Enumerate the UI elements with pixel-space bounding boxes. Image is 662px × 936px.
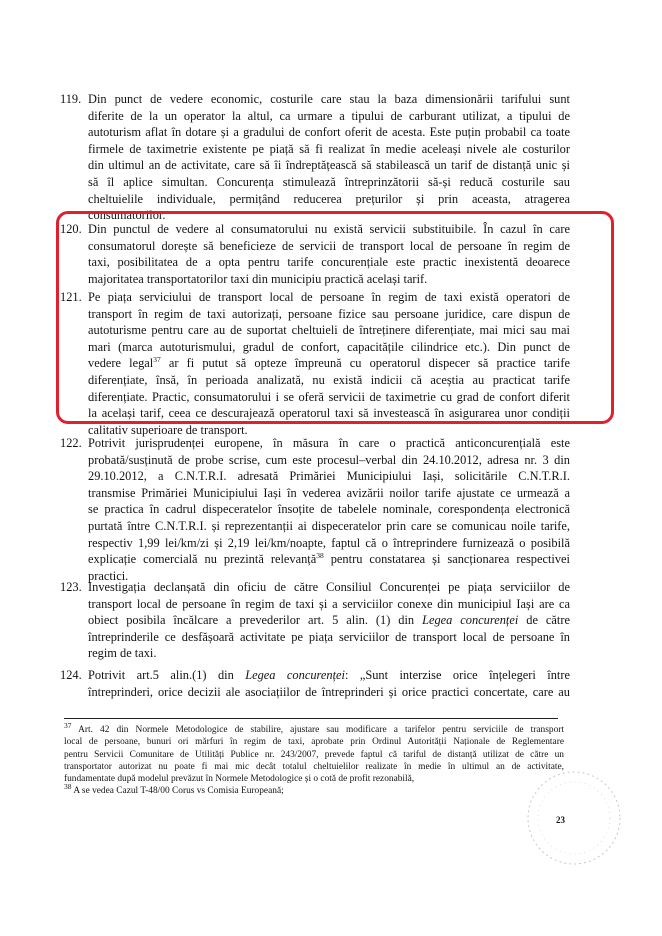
text-line: Investigația declanșată din oficiu de către Consiliul Concurenței pe piața serviciilor de [88,580,570,594]
text-line: consumatorul dorește să beneficieze de servicii de transport local de persoane în regim de [88,238,570,253]
text-line: purtată între C.N.T.R.I. și reprezentanții ai dispeceratelor prin care se comunicau noile tarife, [88,518,570,533]
paragraph-124 [60,667,570,700]
text-line: regim de taxi. [88,646,157,661]
text-line: firmele de taximetrie existente pe piață să fi realizat în medie aceleași nivele ale costurilor [88,141,570,156]
text-line: Potrivit jurisprudenței europene, în măsura în care o practică anticoncurențială este [88,436,570,450]
text-line: transport în regim de taxi autorizați, persoane fizice sau persoane juridice, care dispun de [88,306,570,321]
text-line: majoritatea transportatorilor taxi din municipiu practică același tarif. [88,271,428,286]
paragraph-number: 124. [60,668,82,682]
line-rest: : „Sunt interzise orice înțelegeri între [344,668,570,682]
text-line: transmise Primăriei Municipiului Iași în vederea avizării noilor tarife ajustate ce urmează a [88,485,570,500]
paragraph-119 [60,91,570,224]
paragraph-number: 121. [60,290,82,304]
text-line: probată/susținută de probe scrise, cum este procesul–verbal din 24.10.2012, adresa nr. 3 din [88,452,570,467]
footnote-separator [64,718,558,719]
footnote-38-line [64,782,564,797]
text-line: mari (marca autoturismului, gradul de confort, capacitățile cilindrice etc.). Din punct de [88,339,570,354]
footnote-37-line: pentru Servicii Comunitare de Utilități Publice nr. 243/2007, prevede faptul că tariful de distanță utilizat de către un [64,749,564,760]
line-start: explicație comercială nu prezintă relevanță [88,552,317,567]
paragraph-122 [60,435,570,584]
footnote-mark-37: 37 [64,720,72,730]
footnote-ref-37[interactable]: 37 [153,355,161,365]
line-start: Potrivit art.5 alin.(1) din [88,668,234,682]
law-name: Legea concurenței [422,613,519,628]
line-start: vedere legal [88,356,154,371]
text-line: calitativ superioare de transport. [88,422,248,437]
paragraph-123 [60,579,570,662]
text-line: 29.10.2012, a C.N.T.R.I. adresată Primăriei Municipiului Iași, solicitările C.N.T.R.I. [88,469,570,484]
highlight-box [56,211,614,424]
text-line: diferite de la un operator la altul, ca urmare a tipului de carburant utilizat, a tipului de [88,108,570,123]
text-line: consumatorilor. [88,208,166,223]
text-line: să îl aplice simultan. Concurența stimulează întreprinzătorii să-și reducă costurile sau [88,174,570,189]
text-line: Din punctul de vedere al consumatorului nu există servicii substituibile. În cazul în care [88,222,570,236]
paragraph-number: 120. [60,222,82,236]
text-line: autoturisme pentru care au de suportat cheltuieli de întreținere diferențiate, mai mici sau mai [88,323,570,338]
text-line: transport local de persoane în regim de taxi și a serviciilor conexe din municipiul Iași are ca [88,596,570,611]
text-line: taxi, posibilitatea de a opta pentru tarife concurențiale este practic inexistentă deoarece [88,255,570,270]
footnote-37-line: local de persoane, bunuri ori mărfuri în regim de taxi, aprobate prin Ordinul Autorității Naționale de Reglementare [64,737,564,748]
footnote-text: Art. 42 din Normele Metodologice de stabilire, ajustare sau modificare a tarifelor pentru serviciile de transport [78,725,564,735]
text-line [88,667,570,684]
footnotes [64,720,564,798]
text-line: din ultimul an de activitate, care să îi îndreptățească să stabilească un tarif de distanță unic și [88,158,570,173]
text-line: diferențiate, însă, în perioada analizată, nu există indicii că aceștia au practicat tarife [88,372,570,387]
line-rest: pentru constatarea și sancționarea respectivei [323,552,570,567]
footnote-37-line: transportator autorizat nu poate fi mai mic decât totalul cheltuielilor realizate în medie în ultimul an de activitate, [64,761,564,772]
text-line: diferențiate. Practic, consumatorului i se oferă servicii de taximetrie cu grad de confort diferit [88,389,570,404]
page-number: 23 [556,815,565,825]
text-line [88,612,570,629]
text-line: Din punct de vedere economic, costurile care stau la baza dimensionării tarifului sunt [88,92,570,106]
paragraph-number: 123. [60,580,82,594]
footnote-text: A se vedea Cazul T-48/00 Corus vs Comisia Europeană; [73,786,284,797]
text-line: respectiv 1,99 lei/km/zi și 2,19 lei/km/noapte, faptul că o întreprindere furnizează o posibilă [88,535,570,550]
text-line: întreprinderi, orice decizii ale asociațiilor de întreprinderi și orice practici concertate, care au [88,684,570,699]
paragraph-number: 122. [60,436,82,450]
text-line [88,551,570,568]
paragraph-number: 119. [60,92,82,106]
text-line: întreprinderile ce desfășoară activitate pe piața serviciilor de transport local de persoane în [88,629,570,644]
footnote-ref-38[interactable]: 38 [316,551,324,561]
text-line: la același tarif, ceea ce descurajează operatorul taxi să investească în asigurarea unor condiții [88,406,570,421]
stamp-icon [512,762,632,872]
line-start: obiect posibila încălcare a prevederilor art. 5 alin. (1) din [88,613,415,628]
line-rest: ar fi putut să opteze împreună cu operatorul dispecer să practice tarife [160,356,570,371]
text-line: cheltuielile individuale, permițând reducerea prețurilor și prin aceasta, atragerea [88,191,570,206]
footnote-37-line: fundamentate după modelul prevăzut în Normele Metodologice și o cotă de profit rezonabilă, [64,774,415,785]
text-line: se practica în cadrul dispeceratelor însoțite de tabelele nominale, corespondența electronică [88,502,570,517]
text-line: practici. [88,568,129,583]
text-line: autoturism aflat în dotare și a gradului de confort oferit de acesta. Este puțin probabil ca toate [88,125,570,140]
line-rest: de către [518,613,570,628]
footnote-37-line [64,720,564,736]
footnote-mark-38: 38 [64,782,72,792]
text-line: Pe piața serviciului de transport local de persoane în regim de taxi există operatori de [88,290,570,304]
law-name: Legea concurenței [245,668,345,682]
